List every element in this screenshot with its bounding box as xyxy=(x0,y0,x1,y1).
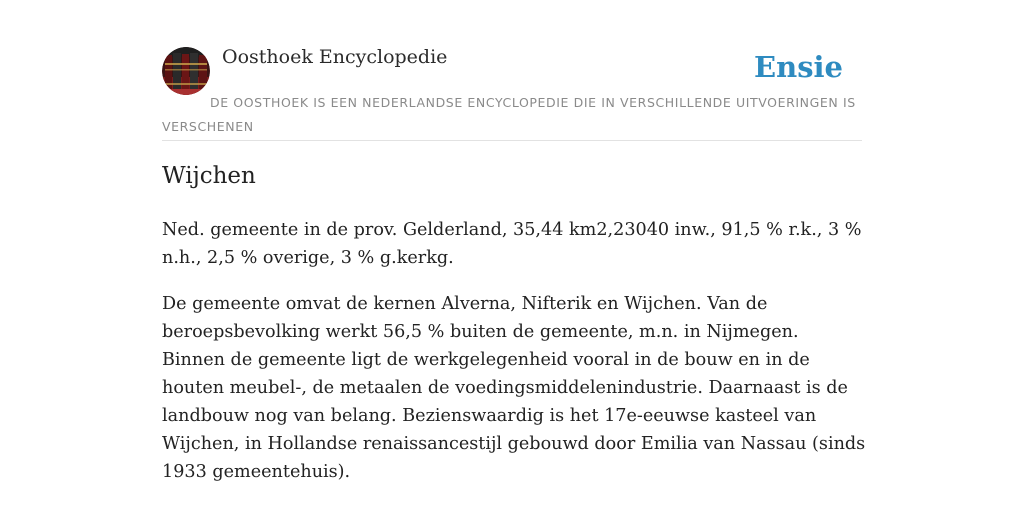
brand-logo[interactable]: Ensie xyxy=(754,50,843,84)
avatar[interactable] xyxy=(162,47,210,95)
article-paragraph: Ned. gemeente in de prov. Gelderland, 35,44 km2,23040 inw., 91,5 % r.k., 3 % n.h., 2,5 % overige, 3 % g.kerkg. xyxy=(162,220,862,268)
site-header xyxy=(162,46,862,141)
site-title[interactable]: Oosthoek Encyclopedie xyxy=(222,46,448,68)
article-body xyxy=(162,216,867,504)
page-title: Wijchen xyxy=(162,163,256,189)
site-tagline: DE OOSTHOEK IS EEN NEDERLANDSE ENCYCLOPEDIE DIE IN VERSCHILLENDE UITVOERINGEN IS VERSCHENEN xyxy=(162,95,856,134)
book-spines-icon xyxy=(162,47,210,95)
article-paragraph: De gemeente omvat de kernen Alverna, Nifterik en Wijchen. Van de beroepsbevolking werkt 56,5 % buiten de gemeente, m.n. in Nijmegen. Binnen de gemeente ligt de werkgelegenheid vooral in de bouw en in de houten meubel-, de metaalen de voedingsmiddelenindustrie. Daarnaast is de landbouw nog van belang. Bezienswaardig is het 17e-eeuwse kasteel van Wijchen, in Hollandse renaissancestijl gebouwd door Emilia van Nassau (sinds 1933 gemeentehuis). xyxy=(162,294,866,482)
